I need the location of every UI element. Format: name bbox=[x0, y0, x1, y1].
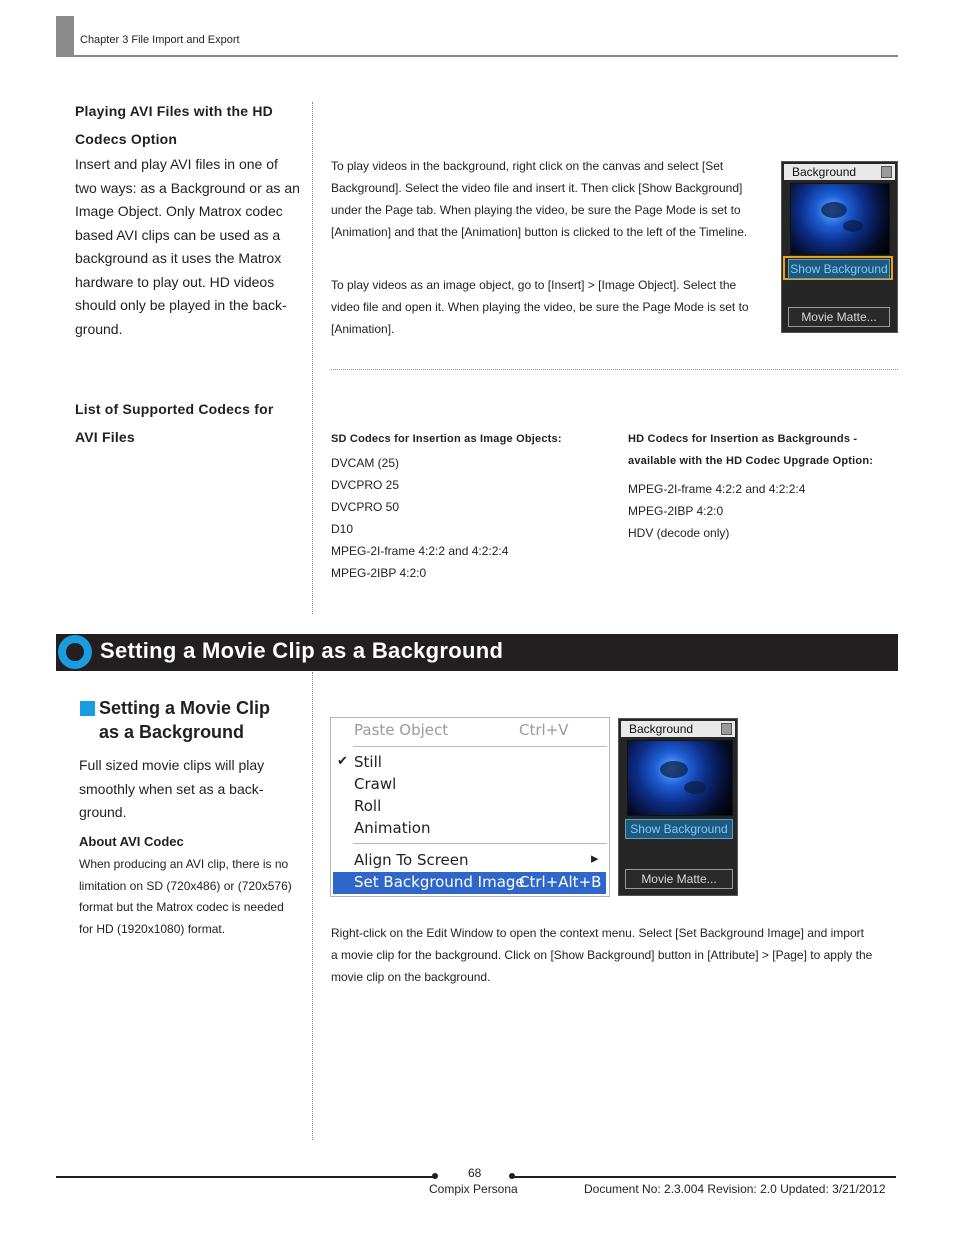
text-line: To play videos in the background, right click on the canvas and select [Set bbox=[331, 159, 724, 173]
menu-shortcut-paste: Ctrl+V bbox=[519, 721, 569, 739]
list-item: MPEG-2IBP 4:2:0 bbox=[331, 566, 427, 580]
codecs-heading-line-1: List of Supported Codecs for bbox=[75, 401, 274, 417]
hd-codecs-heading bbox=[628, 428, 873, 472]
globe-continent bbox=[660, 761, 688, 778]
movie-matte-button[interactable]: Movie Matte... bbox=[788, 307, 890, 327]
text-line: Full sized movie clips will play bbox=[79, 757, 265, 773]
subsection-square-icon bbox=[80, 701, 95, 716]
text-line: smoothly when set as a back- bbox=[79, 780, 264, 797]
footer-rule-left bbox=[56, 1176, 434, 1178]
text-line: should only be played in the back- bbox=[75, 297, 287, 313]
list-item: DVCPRO 50 bbox=[331, 500, 400, 514]
menu-item-set-background-label: Set Background Image bbox=[354, 873, 525, 891]
image-object-paragraph bbox=[331, 274, 776, 340]
text-line: format but the Matrox codec is needed bbox=[79, 900, 284, 914]
panel-title: Background bbox=[629, 722, 694, 736]
column-divider-top bbox=[312, 102, 313, 614]
background-panel bbox=[781, 161, 898, 333]
panel-title: Background bbox=[792, 165, 857, 179]
globe-thumbnail bbox=[790, 183, 890, 255]
sd-codecs-list bbox=[331, 452, 508, 584]
list-item: MPEG-2IBP 4:2:0 bbox=[628, 504, 724, 518]
menu-item-label: Paste Object bbox=[354, 721, 449, 739]
menu-separator bbox=[353, 843, 607, 844]
movie-matte-button[interactable]: Movie Matte... bbox=[625, 869, 733, 889]
column-divider-bottom bbox=[312, 672, 313, 1140]
text-line: ground. bbox=[75, 320, 123, 337]
footer-product: Compix Persona bbox=[429, 1182, 518, 1196]
panel-titlebar bbox=[784, 164, 895, 180]
header-rule bbox=[56, 55, 898, 57]
avi-intro bbox=[75, 153, 307, 341]
background-panel-2 bbox=[618, 718, 738, 896]
subsection-title bbox=[99, 697, 270, 744]
menu-item-roll[interactable]: Roll bbox=[354, 797, 382, 815]
checkmark-icon: ✔ bbox=[337, 754, 348, 769]
show-background-button[interactable]: Show Background bbox=[788, 259, 890, 279]
text-line: Image Object. Only Matrox codec bbox=[75, 203, 283, 219]
text-line: ground. bbox=[79, 804, 127, 820]
text-line: under the Page tab. When playing the video, be sure the Page Mode is set to bbox=[331, 203, 741, 217]
menu-shortcut-set-background: Ctrl+Alt+B bbox=[519, 873, 602, 891]
menu-separator bbox=[353, 746, 607, 747]
text-line: HD Codecs for Insertion as Backgrounds - bbox=[628, 433, 858, 445]
text-line: Insert and play AVI files in one of bbox=[75, 156, 278, 172]
context-menu-caption bbox=[331, 922, 897, 988]
text-line: background as it uses the Matrox bbox=[75, 250, 282, 266]
list-item: MPEG-2I-frame 4:2:2 and 4:2:2:4 bbox=[331, 544, 509, 558]
panel-toggle-button[interactable] bbox=[721, 723, 732, 735]
text-line: for HD (1920x1080) format. bbox=[79, 921, 226, 936]
show-background-button[interactable]: Show Background bbox=[625, 819, 733, 839]
section-separator bbox=[331, 369, 898, 370]
text-line: Setting a Movie Clip bbox=[99, 698, 271, 718]
list-item: HDV (decode only) bbox=[628, 526, 730, 540]
text-line: limitation on SD (720x486) or (720x576) bbox=[79, 878, 292, 893]
text-line: Background]. Select the video file and insert it. Then click [Show Background] bbox=[331, 181, 743, 195]
menu-item-animation[interactable]: Animation bbox=[354, 819, 431, 837]
text-line: two ways: as a Background or as an bbox=[75, 179, 300, 196]
list-item: MPEG-2I-frame 4:2:2 and 4:2:2:4 bbox=[628, 482, 806, 496]
text-line: Right-click on the Edit Window to open the context menu. Select [Set Background Image] and import bbox=[331, 926, 864, 940]
text-line: video file and open it. When playing the video, be sure the Page Mode is set to bbox=[331, 300, 749, 314]
about-avi-heading: About AVI Codec bbox=[79, 834, 184, 849]
text-line: movie clip on the background. bbox=[331, 970, 491, 984]
page-number: 68 bbox=[468, 1166, 482, 1180]
menu-item-paste-object[interactable] bbox=[354, 721, 448, 739]
menu-item-align-to-screen[interactable]: Align To Screen bbox=[354, 851, 469, 869]
text-line: based AVI clips can be used as a bbox=[75, 226, 281, 243]
globe-continent bbox=[843, 220, 863, 232]
chapter-title: Chapter 3 File Import and Export bbox=[80, 34, 240, 46]
panel-titlebar bbox=[621, 721, 735, 737]
menu-item-still[interactable]: Still bbox=[354, 753, 382, 771]
list-item: DVCPRO 25 bbox=[331, 478, 400, 492]
globe-thumbnail bbox=[627, 740, 733, 816]
section-bullet-dot bbox=[66, 643, 84, 661]
avi-heading-line-1: Playing AVI Files with the HD bbox=[75, 103, 273, 119]
text-line: [Animation]. bbox=[331, 322, 395, 336]
hd-codecs-list bbox=[628, 478, 805, 544]
footer-rule-right bbox=[513, 1176, 896, 1178]
list-item: D10 bbox=[331, 522, 354, 536]
text-line: as a Background bbox=[99, 721, 245, 742]
about-avi-text bbox=[79, 854, 309, 940]
panel-toggle-button[interactable] bbox=[881, 166, 892, 178]
sd-codecs-heading: SD Codecs for Insertion as Image Objects: bbox=[331, 433, 562, 445]
background-paragraph bbox=[331, 155, 776, 243]
globe-continent bbox=[684, 781, 706, 794]
text-line: To play videos as an image object, go to [Insert] > [Image Object]. Select the bbox=[331, 278, 737, 292]
section-title: Setting a Movie Clip as a Background bbox=[100, 638, 504, 663]
footer-dot bbox=[432, 1173, 438, 1179]
globe-continent bbox=[821, 202, 847, 218]
context-menu bbox=[330, 717, 610, 897]
header-block bbox=[56, 16, 74, 56]
avi-heading-line-2: Codecs Option bbox=[75, 131, 178, 147]
text-line: a movie clip for the background. Click on [Show Background] button in [Attribute] > [Page] to apply the bbox=[331, 948, 873, 962]
text-line: hardware to play out. HD videos bbox=[75, 273, 275, 290]
menu-item-crawl[interactable]: Crawl bbox=[354, 775, 397, 793]
list-item: DVCAM (25) bbox=[331, 456, 400, 470]
codecs-heading-line-2: AVI Files bbox=[75, 429, 135, 445]
footer-document-info: Document No: 2.3.004 Revision: 2.0 Updated: 3/21/2012 bbox=[584, 1182, 886, 1196]
text-line: When producing an AVI clip, there is no bbox=[79, 857, 289, 871]
submenu-arrow-icon: ▸ bbox=[591, 849, 599, 867]
text-line: available with the HD Codec Upgrade Option: bbox=[628, 455, 874, 467]
subsection-intro bbox=[79, 754, 309, 825]
text-line: [Animation] and that the [Animation] button is clicked to the left of the Timeline. bbox=[331, 225, 748, 239]
